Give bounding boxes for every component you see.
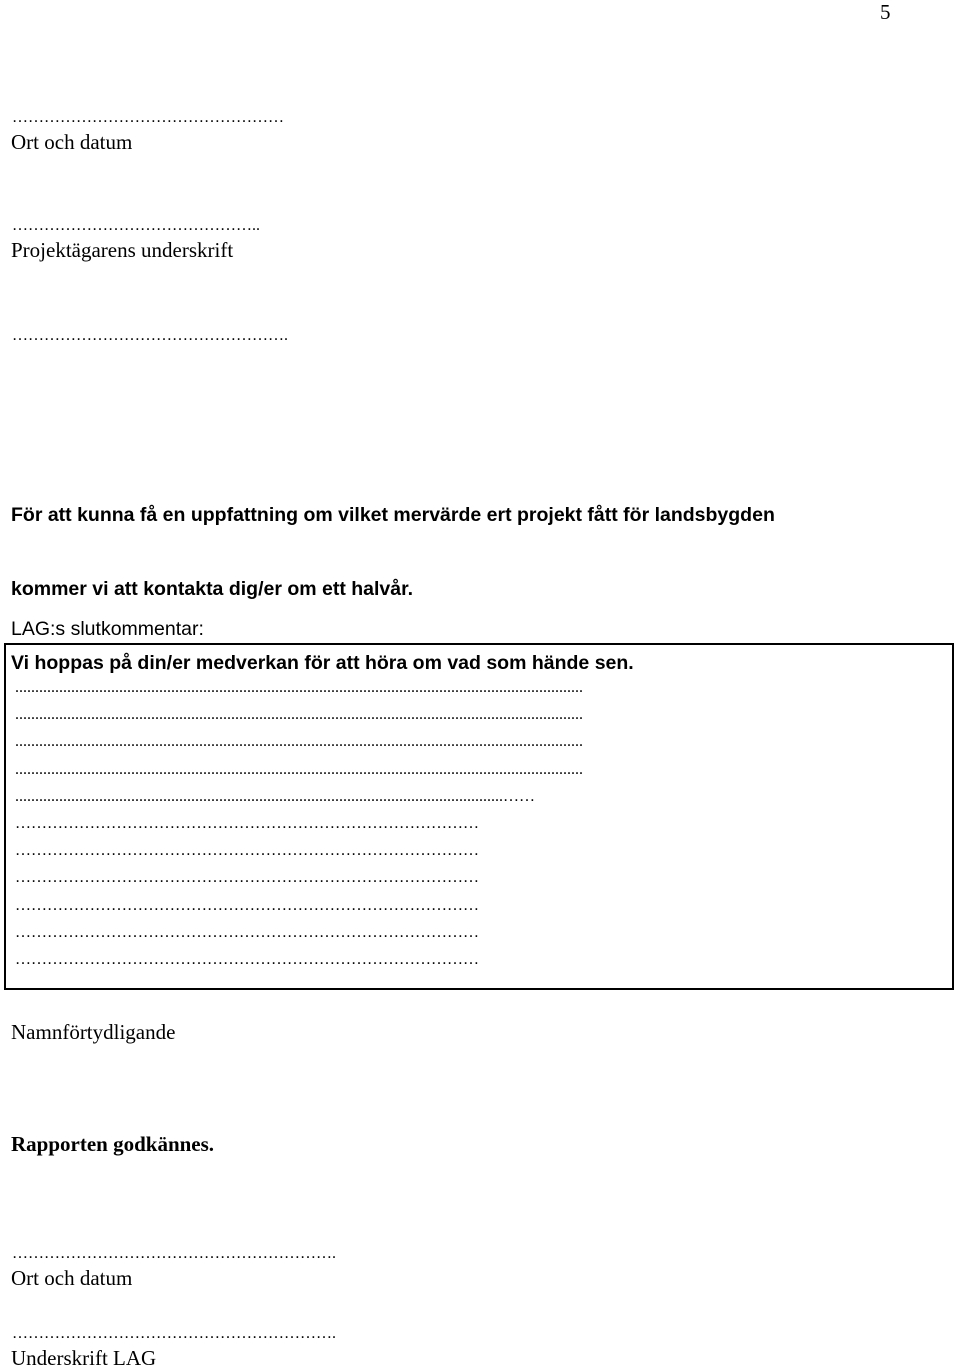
comment-line: ..............................................................................................................................................: [15, 733, 583, 751]
comment-line: ..............................................................................................................................................: [15, 706, 583, 724]
name-clarification-label: Namnförtydligande: [11, 1020, 176, 1044]
comment-line: ……………………………………………………………………………: [15, 923, 479, 941]
lag-signature-label: Underskrift LAG: [11, 1346, 157, 1370]
place-date-label: Ort och datum: [11, 130, 133, 154]
signature-line: ………………………………………..: [12, 217, 260, 234]
intro-line: Vi hoppas på din/er medverkan för att höra om vad som hände sen.: [11, 652, 634, 674]
comment-line: ..........................................................................................................................……: [15, 787, 535, 805]
comment-box[interactable]: [4, 643, 954, 990]
comment-line: ……………………………………………………………………………: [15, 842, 479, 860]
approval-heading: Rapporten godkännes.: [11, 1132, 215, 1156]
place-date-label: Ort och datum: [11, 1266, 133, 1290]
signature-line: …………………………………………………….: [12, 1325, 336, 1342]
comment-heading: LAG:s slutkommentar:: [11, 618, 204, 640]
comment-line: ……………………………………………………………………………: [15, 951, 479, 968]
project-owner-signature-label: Projektägarens underskrift: [11, 238, 234, 262]
comment-line: ..............................................................................................................................................: [15, 679, 583, 696]
page-number: 5: [880, 0, 891, 24]
signature-line: …………………………………………….: [12, 327, 288, 344]
signature-line: …………………………………………………….: [12, 1245, 336, 1262]
comment-line: ……………………………………………………………………………: [15, 815, 479, 832]
signature-line: ……………………………………………: [12, 109, 284, 126]
comment-line: ..............................................................................................................................................: [15, 760, 583, 778]
intro-line: För att kunna få en uppfattning om vilket mervärde ert projekt fått för landsbygden: [11, 504, 775, 526]
comment-line: ……………………………………………………………………………: [15, 869, 479, 887]
comment-line: ……………………………………………………………………………: [15, 896, 479, 914]
intro-line: kommer vi att kontakta dig/er om ett halvår.: [11, 578, 414, 600]
